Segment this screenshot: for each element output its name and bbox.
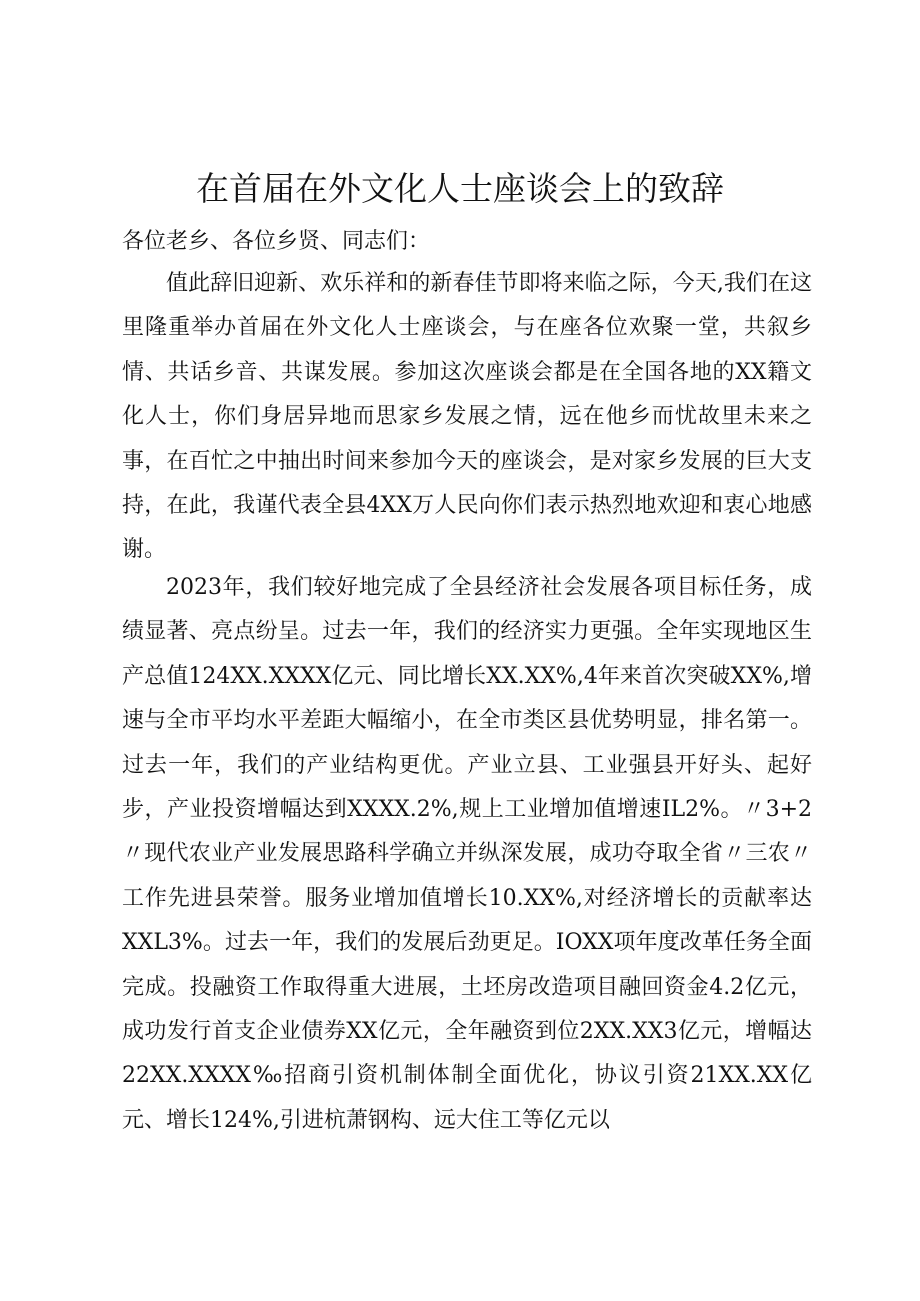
paragraph-welcome: 值此辞旧迎新、欢乐祥和的新春佳节即将来临之际，今天,我们在这里隆重举办首届在外文化人士座谈会，与在座各位欢聚一堂，共叙乡情、共话乡音、共谋发展。参加这次座谈会都是在全国各地的XX籍文化人士，你们身居异地而思家乡发展之情，远在他乡而忧故里未来之事，在百忙之中抽出时间来参加今天的座谈会，是对家乡发展的巨大支持，在此，我谨代表全县4XX万人民向你们表示热烈地欢迎和衷心地感谢。 <box>122 271 812 563</box>
paragraph-achievements: 2023年，我们较好地完成了全县经济社会发展各项目标任务，成绩显著、亮点纷呈。过去一年，我们的经济实力更强。全年实现地区生产总值124XX.XXXX亿元、同比增长XX.XX%,4年来首次突破XX%,增速与全市平均水平差距大幅缩小，在全市类区县优势明显，排名第一。过去一年，我们的产业结构更优。产业立县、工业强县开好头、起好步，产业投资增幅达到XXXX.2%,规上工业增加值增速IL2%。〃3+2〃现代农业产业发展思路科学确立并纵深发展，成功夺取全省〃三农〃工作先进县荣誉。服务业增加值增长10.XX%,对经济增长的贡献率达XXL3%。过去一年，我们的发展后劲更足。IOXX项年度改革任务全面完成。投融资工作取得重大进展，土坯房改造项目融回资金4.2亿元，成功发行首支企业债券XX亿元，全年融资到位2XX.XX3亿元，增幅达22XX.XXXX‰招商引资机制体制全面优化，协议引资21XX.XX亿元、增长124%,引进杭萧钢构、远大住工等亿元以 <box>122 575 812 1132</box>
salutation: 各位老乡、各位乡贤、同志们： <box>122 229 431 254</box>
document-title: 在首届在外文化人士座谈会上的致辞 <box>196 169 724 208</box>
